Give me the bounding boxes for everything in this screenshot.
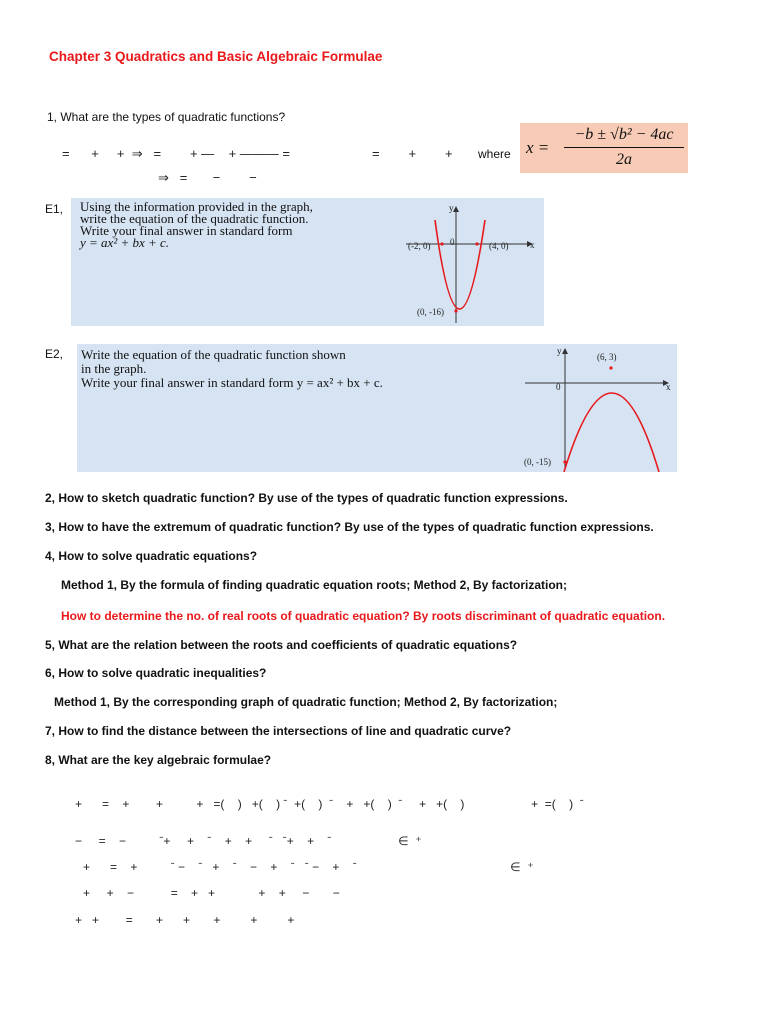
question-5: 5, What are the relation between the roots and coefficients of quadratic equations? bbox=[45, 638, 518, 652]
chapter-title: Chapter 3 Quadratics and Basic Algebraic Formulae bbox=[49, 49, 383, 64]
formula-numerator: −b ± √b² − 4ac bbox=[574, 126, 674, 143]
e1-axis-x: x bbox=[530, 240, 535, 250]
e1-line-2: write the equation of the quadratic function. bbox=[80, 211, 309, 226]
e1-point-left-root: (-2, 0) bbox=[408, 241, 431, 251]
e2-line-2: in the graph. bbox=[81, 361, 147, 376]
formulae-row-3: + = + ˉ − ˉ + ˉ − + ˉ ˉ − + ˉ ∈ ⁺ bbox=[83, 860, 534, 874]
e1-graph bbox=[71, 198, 544, 326]
example-2-box bbox=[77, 344, 677, 472]
example-1-label: E1, bbox=[45, 202, 64, 216]
formulae-row-4: + + − = + + + + − − bbox=[83, 886, 340, 900]
e1-line-1: Using the information provided in the graph, bbox=[80, 199, 313, 214]
question-8: 8, What are the key algebraic formulae? bbox=[45, 753, 272, 767]
quadratic-forms-row-2: ⇒ = − − bbox=[158, 170, 257, 185]
e2-graph bbox=[77, 344, 677, 472]
formula-fraction-bar bbox=[564, 147, 684, 148]
question-1: 1, What are the types of quadratic functions? bbox=[47, 110, 286, 124]
question-3: 3, How to have the extremum of quadratic function? By use of the types of quadratic function expressions. bbox=[45, 520, 654, 534]
example-2-label: E2, bbox=[45, 347, 64, 361]
e1-line-3: Write your final answer in standard form bbox=[80, 223, 293, 238]
e2-line-3: Write your final answer in standard form y = ax² + bx + c. bbox=[81, 375, 383, 390]
formula-denominator: 2a bbox=[616, 151, 632, 168]
e2-axis-y: y bbox=[557, 346, 562, 356]
e1-point-right-root: (4, 0) bbox=[489, 241, 509, 251]
question-4: 4, How to solve quadratic equations? bbox=[45, 549, 258, 563]
question-4-methods: Method 1, By the formula of finding quadratic equation roots; Method 2, By factorization; bbox=[61, 578, 568, 592]
e1-point-vertex: (0, -16) bbox=[417, 307, 444, 317]
question-6: 6, How to solve quadratic inequalities? bbox=[45, 666, 267, 680]
formula-lhs: x = bbox=[526, 138, 550, 157]
e1-line-4: y = ax² + bx + c. bbox=[80, 235, 170, 250]
question-2: 2, How to sketch quadratic function? By use of the types of quadratic function expressions. bbox=[45, 491, 568, 505]
e1-axis-y: y bbox=[449, 203, 454, 213]
e2-origin: 0 bbox=[556, 382, 561, 392]
formulae-row-1: + = + + + =( ) +( ) ˉ +( ) ˉ + +( ) ˉ + +( ) + =( ) ˉ bbox=[75, 797, 584, 811]
where-label: where bbox=[478, 147, 511, 161]
quadratic-forms-row-1: = + + ⇒ = + — + ——— = bbox=[62, 146, 294, 161]
formulae-row-5: + + = + + + + + bbox=[75, 913, 295, 927]
question-4-discriminant: How to determine the no. of real roots of quadratic equation? By roots discriminant of quadratic equation. bbox=[61, 609, 666, 623]
example-1-box bbox=[71, 198, 544, 326]
e2-point-vertex: (6, 3) bbox=[597, 352, 617, 362]
quadratic-formula-box bbox=[520, 123, 688, 173]
formulae-row-2: − = − ˉ+ + ˉ + + ˉ ˉ+ + ˉ ∈ ⁺ bbox=[75, 834, 422, 848]
e2-axis-x: x bbox=[666, 382, 671, 392]
question-7: 7, How to find the distance between the intersections of line and quadratic curve? bbox=[45, 724, 512, 738]
e2-line-1: Write the equation of the quadratic function shown bbox=[81, 347, 346, 362]
quadratic-forms-row-1b: = + + bbox=[372, 146, 453, 161]
e1-origin: 0 bbox=[450, 237, 455, 247]
question-6-methods: Method 1, By the corresponding graph of quadratic function; Method 2, By factorization; bbox=[54, 695, 558, 709]
e2-point-intercept: (0, -15) bbox=[524, 457, 551, 467]
